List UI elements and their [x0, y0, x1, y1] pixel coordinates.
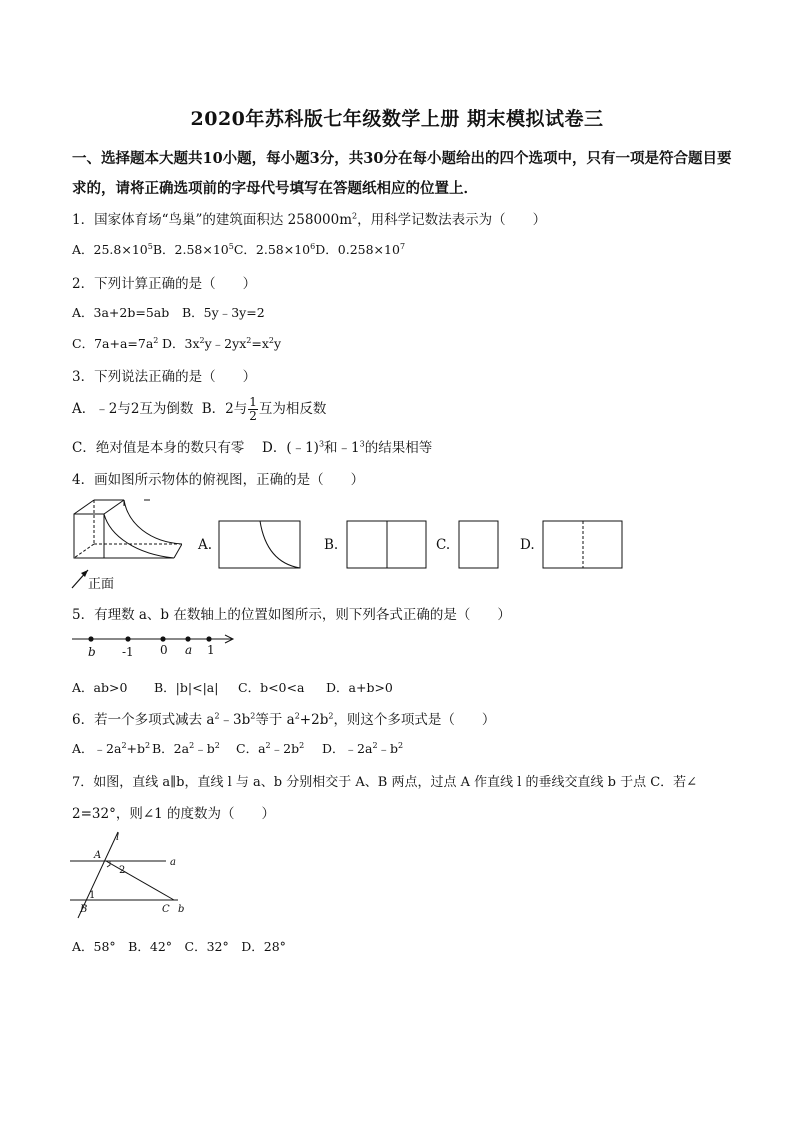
question-1-options: [72, 240, 405, 258]
q4-option-c-label[interactable]: C.: [436, 537, 451, 553]
q5-option-c[interactable]: C．b<0<a: [238, 680, 305, 695]
q6-option-b[interactable]: B．$2a^2﹣b^2$: [152, 740, 220, 756]
q4-option-d-label[interactable]: D.: [520, 537, 535, 553]
q4-option-b-label[interactable]: B.: [324, 537, 339, 553]
q2-option-c[interactable]: C．$7a+a=7a^2$: [72, 335, 159, 351]
q4-option-c-figure[interactable]: [458, 520, 500, 570]
q6-option-c[interactable]: C．$a^2﹣2b^2$: [236, 740, 305, 756]
q5-option-b[interactable]: B．|b|<|a|: [154, 680, 219, 695]
q3-option-d[interactable]: D．(﹣1)$^3$和$﹣1^3$的结果相等: [262, 439, 433, 456]
q3-options-ab: [72, 396, 326, 423]
q7-options[interactable]: A．58° B．42° C．32° D．28°: [72, 939, 286, 954]
q2-option-d[interactable]: D．$3x^2y﹣2yx^2=x^2y$: [162, 335, 282, 351]
q1-stem-text-end: ，用科学记数法表示为（ ）: [357, 212, 547, 228]
svg-text:B: B: [80, 904, 88, 915]
axis-label-neg1: -1: [122, 645, 134, 659]
q1-option-d[interactable]: D．$0.258\times 10^7$: [315, 241, 406, 257]
question-4-stem: 4．画如图所示物体的俯视图，正确的是（ ）: [72, 472, 365, 488]
axis-label-b: b: [88, 645, 96, 659]
fraction: $\frac{1}{2}$: [249, 395, 257, 423]
q1-option-b[interactable]: B．$2.58\times 10^5$: [152, 241, 234, 257]
question-7-stem-line1: 7．如图，直线 a∥b，直线 l 与 a、b 分别相交于 A、B 两点，过点 A 作直线 l 的垂线交直线 b 于点 C．若∠: [72, 775, 698, 790]
q4-option-b-figure[interactable]: [346, 520, 428, 570]
q6-option-a[interactable]: A．$﹣2a^2+b^2$: [72, 740, 151, 756]
axis-label-0: 0: [160, 643, 168, 657]
axis-label-1: 1: [207, 643, 215, 657]
front-label: 正面: [88, 577, 115, 592]
q1-option-c[interactable]: C．$2.58\times 10^6$: [233, 241, 316, 257]
svg-text:A: A: [94, 850, 102, 861]
svg-text:C: C: [162, 904, 170, 915]
question-1-stem: [72, 208, 546, 228]
question-3-stem: 3．下列说法正确的是（ ）: [72, 369, 257, 385]
question-2-stem: 2．下列计算正确的是（ ）: [72, 276, 257, 292]
svg-text:l: l: [116, 832, 120, 843]
q3-option-a[interactable]: A．﹣2与2互为倒数: [72, 401, 194, 417]
q5-option-a[interactable]: A．ab>0: [72, 680, 128, 695]
q3-option-c[interactable]: C．绝对值是本身的数只有零: [72, 440, 245, 456]
q2-option-a[interactable]: A．3a+2b=5ab: [72, 305, 170, 320]
question-7-stem-line2: 2=32°，则∠1 的度数为（ ）: [72, 806, 276, 822]
section-heading-line1: 一、选择题本大题共10小题，每小题3分，共30分在每小题给出的四个选项中，只有一项是符合题目要: [72, 150, 732, 167]
q4-solid-figure: [66, 496, 182, 592]
q2-option-b[interactable]: B．5y﹣3y=2: [182, 305, 265, 320]
svg-text:b: b: [178, 904, 185, 915]
svg-text:a: a: [170, 857, 176, 868]
page-title: 2020年苏科版七年级数学上册 期末模拟试卷三: [190, 108, 604, 130]
q6-option-d[interactable]: D．$﹣2a^2﹣b^2$: [322, 740, 404, 756]
q5-number-line: [70, 630, 240, 660]
q1-sup: 2: [352, 211, 358, 221]
svg-text:2: 2: [119, 865, 126, 876]
q3-option-b[interactable]: B．2与 $\frac{1}{2}$ 互为相反数: [201, 395, 327, 423]
section-heading-line2: 求的，请将正确选项前的字母代号填写在答题纸相应的位置上．: [72, 180, 478, 197]
q1-stem-text: 1．国家体育场“鸟巢”的建筑面积达 258000m: [72, 212, 353, 228]
q4-option-a-label[interactable]: A.: [198, 537, 213, 553]
question-6-stem: 6．若一个多项式减去 $a^2﹣3b^2$等于 $a^2+2b^2$，则这个多项式是（ ）: [72, 711, 496, 728]
q4-option-d-figure[interactable]: [542, 520, 624, 570]
axis-label-a: a: [185, 643, 193, 657]
svg-text:1: 1: [89, 890, 96, 901]
question-5-stem: 5．有理数 a、b 在数轴上的位置如图所示，则下列各式正确的是（ ）: [72, 607, 511, 623]
q7-geometry-figure: [66, 828, 190, 920]
q1-option-a[interactable]: A．$25.8\times 10^5$: [72, 241, 153, 257]
q5-option-d[interactable]: D．a+b>0: [326, 680, 393, 695]
q4-option-a-figure[interactable]: [218, 520, 302, 570]
